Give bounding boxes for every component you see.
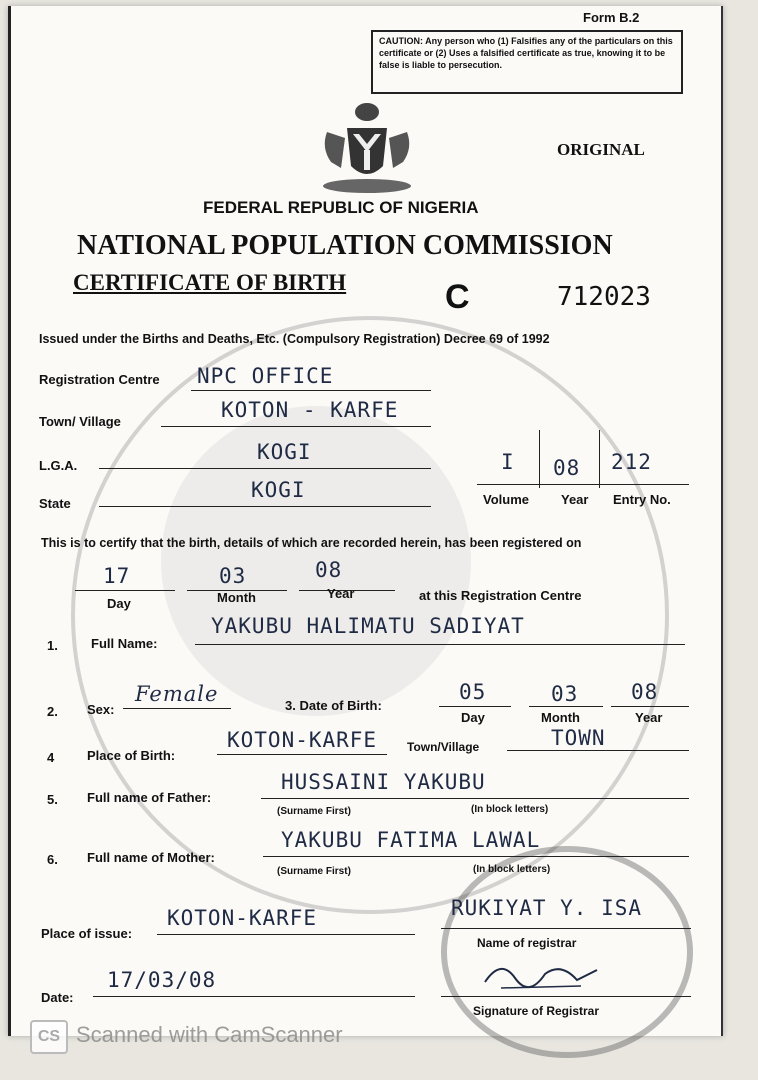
sex-value: Female (135, 682, 219, 706)
place-issue-line (157, 934, 415, 935)
signature-line (441, 996, 691, 997)
full-name-label: Full Name: (91, 636, 158, 651)
dob-year-label: Year (635, 710, 663, 725)
father-value: HUSSAINI YAKUBU (281, 770, 486, 794)
state-line (99, 506, 431, 507)
full-name-line (195, 644, 685, 645)
date-value: 17/03/08 (107, 968, 217, 992)
year-label: Year (561, 492, 589, 507)
scanner-text: Scanned with CamScanner (76, 1022, 343, 1047)
volume-line (477, 484, 689, 485)
volume-value: I (501, 450, 515, 474)
dob-day-label: Day (461, 710, 485, 725)
sex-label: Sex: (87, 702, 115, 717)
item-1-number: 1. (47, 638, 58, 653)
lga-label: L.G.A. (39, 458, 78, 473)
dob-year-value: 08 (631, 680, 659, 704)
entry-value: 212 (611, 450, 652, 474)
dob-month-label: Month (541, 710, 580, 725)
reg-year-label: Year (327, 586, 355, 601)
state-value: KOGI (251, 478, 306, 502)
certificate-title: CERTIFICATE OF BIRTH (73, 270, 347, 295)
coat-of-arms-icon (307, 98, 427, 194)
pob-line (217, 754, 387, 755)
reg-day-label: Day (107, 596, 131, 611)
item-2-number: 2. (47, 704, 58, 719)
decree-text: Issued under the Births and Deaths, Etc. (Compulsory Registration) Decree 69 of 1992 (39, 332, 550, 346)
place-issue-label: Place of issue: (41, 926, 133, 941)
dob-label: 3. Date of Birth: (285, 698, 382, 713)
mother-line (263, 856, 689, 857)
full-name-value: YAKUBU HALIMATU SADIYAT (211, 614, 525, 638)
reg-day-line (75, 590, 175, 591)
town-line (161, 426, 431, 427)
mother-label: Full name of Mother: (87, 850, 215, 865)
date-line (93, 996, 415, 997)
mother-value: YAKUBU FATIMA LAWAL (281, 828, 541, 852)
mother-block-hint: (In block letters) (473, 864, 551, 875)
republic-heading: FEDERAL REPUBLIC OF NIGERIA (203, 198, 479, 217)
serial-number: 712023 (557, 282, 651, 312)
reg-centre-label: Registration Centre (39, 372, 160, 387)
father-line (261, 798, 689, 799)
registrar-name-value: RUKIYAT Y. ISA (451, 896, 643, 920)
item-4-number: 4 (47, 750, 55, 765)
sex-line (123, 708, 231, 709)
certificate-paper (8, 6, 723, 1036)
date-label: Date: (41, 990, 74, 1005)
volume-divider (539, 430, 540, 488)
original-mark: ORIGINAL (557, 140, 645, 159)
state-label: State (39, 496, 71, 511)
lga-value: KOGI (257, 440, 312, 464)
town-label: Town/ Village (39, 414, 121, 429)
pob-town-line (507, 750, 689, 751)
dob-day-line (439, 706, 511, 707)
father-surname-hint: (Surname First) (277, 806, 351, 817)
caution-box: CAUTION: Any person who (1) Falsifies any of the particulars on this certificate or (2) Uses a falsified certificate as true, knowing it to be false is liable to persecution. (371, 30, 683, 94)
pob-value: KOTON-KARFE (227, 728, 378, 752)
reg-centre-value: NPC OFFICE (197, 364, 334, 388)
item-6-number: 6. (47, 852, 58, 867)
pob-town-label: Town/Village (407, 740, 480, 754)
volume-label: Volume (483, 492, 529, 507)
item-5-number: 5. (47, 792, 58, 807)
reg-month-value: 03 (219, 564, 247, 588)
scanner-watermark (0, 1018, 758, 1058)
registrar-signature-icon (481, 952, 601, 996)
place-issue-value: KOTON-KARFE (167, 906, 318, 930)
form-number: Form B.2 (583, 10, 640, 25)
reg-centre-line (191, 390, 431, 391)
certify-statement: This is to certify that the birth, details of which are recorded herein, has been registered on (41, 536, 582, 550)
pob-town-value: TOWN (551, 726, 606, 750)
town-value: KOTON - KARFE (221, 398, 399, 422)
registrar-name-line (441, 928, 691, 929)
reg-day-value: 17 (103, 564, 131, 588)
reg-year-value: 08 (315, 558, 343, 582)
reg-month-label: Month (217, 590, 256, 605)
father-label: Full name of Father: (87, 790, 212, 805)
camscanner-logo-icon: CS (30, 1020, 68, 1054)
year-value: 08 (553, 456, 581, 480)
at-centre-text: at this Registration Centre (419, 588, 582, 603)
registrar-signature-label: Signature of Registrar (473, 1004, 600, 1018)
dob-month-line (529, 706, 603, 707)
dob-month-value: 03 (551, 682, 579, 706)
dob-day-value: 05 (459, 680, 487, 704)
commission-heading: NATIONAL POPULATION COMMISSION (77, 230, 613, 261)
registrar-name-label: Name of registrar (477, 936, 577, 950)
pob-label: Place of Birth: (87, 748, 176, 763)
entry-label: Entry No. (613, 492, 671, 507)
series-letter: C (445, 278, 470, 316)
mother-surname-hint: (Surname First) (277, 866, 351, 877)
year-divider (599, 430, 600, 488)
father-block-hint: (In block letters) (471, 804, 549, 815)
lga-line (99, 468, 431, 469)
dob-year-line (611, 706, 689, 707)
